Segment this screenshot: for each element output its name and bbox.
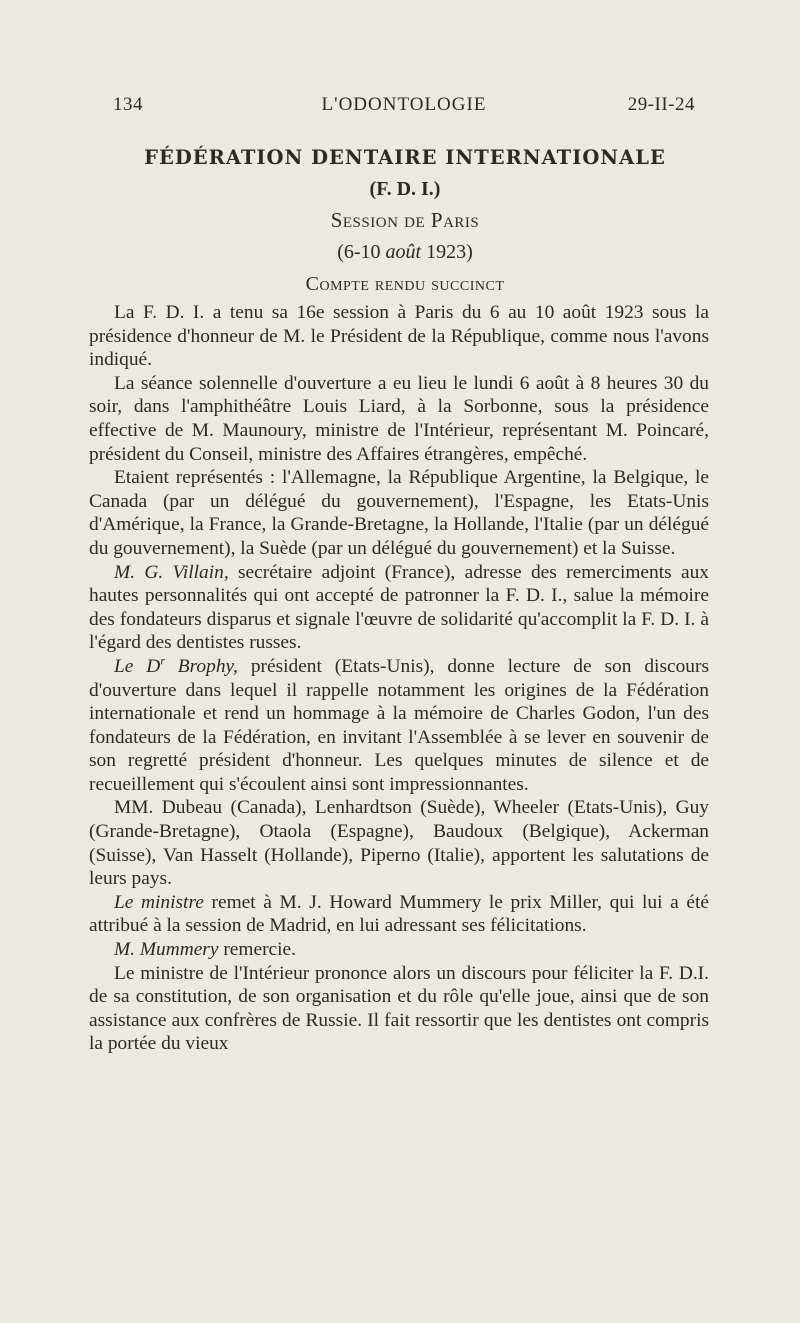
article-title: FÉDÉRATION DENTAIRE INTERNATIONALE [144,146,666,169]
article-titles [105,142,705,300]
paragraph-9: Le ministre de l'Intérieur prononce alors un discours pour féliciter la F. D.I. de sa constitution, de son organisation et du rôle qu'elle joue, ainsi que de son assistance aux confrères de Russie. Il fait ressortir que les dentistes ont compris la portée du vieux [89,962,709,1055]
paragraph-1: La F. D. I. a tenu sa 16e session à Paris du 6 au 10 août 1923 sous la présidence d'honneur de M. le Président de la République, comme nous l'avons indiqué. [89,302,709,371]
speaker-brophy-sup: r [160,654,165,668]
paragraph-3: Etaient représentés : l'Allemagne, la République Argentine, la Belgique, le Canada (par un délégué du gouvernement), l'Espagne, les Etats-Unis d'Amérique, la France, la Grande-Bretagne, la Hollande, l'Italie (par un délégué du gouvernement), la Suède (par un délégué du gouvernement) et la Suisse. [89,467,709,559]
session-dates-open: (6-10 [337,241,386,263]
issue-date: 29-II-24 [627,94,695,115]
article-body [89,301,709,1056]
journal-title: L'ODONTOLOGIE [321,94,487,115]
paragraph-2: La séance solennelle d'ouverture a eu lieu le lundi 6 août à 8 heures 30 du soir, dans l'amphithéâtre Louis Liard, à la Sorbonne, sous la présidence effective de M. Maunoury, ministre de l'Intérieur, représentant M. Poincaré, président du Conseil, ministre des Affaires étrangères, empêché. [89,372,709,465]
session-title: Session de Paris [330,208,480,232]
paragraph-5-text: président (Etats-Unis), donne lecture de son discours d'ouverture dans lequel il rappelle notamment les origines de la Fédération internationale et rend un hommage à la mémoire de Charles Godon, l'un des fondateurs de la Fédération, en invitant l'Assemblée à se lever en souvenir de son regretté président d'honneur. Les quelques minutes de silence et de recueillement qui s'écoulent ainsi sont impressionnantes. [89,655,709,795]
article-abbreviation: (F. D. I.) [369,178,441,200]
paragraph-4 [89,561,709,655]
page-number: 134 [113,94,143,115]
running-header [113,94,695,124]
session-dates-month: août [385,241,422,263]
speaker-villain: M. G. Villain, [114,561,229,583]
speaker-ministre: Le ministre [114,891,204,913]
paragraph-7 [89,891,709,938]
paragraph-8-text: remercie. [218,939,296,961]
paragraph-4-text: secrétaire adjoint (France), adresse des remerciments aux hautes personnalités qui ont accepté de patronner la F. D. I., salue la mémoire des fondateurs disparus et signale l'œuvre de solidarité qu'accomplit la F. D. I. à l'égard des dentistes russes. [89,561,709,654]
session-dates-close: 1923) [421,241,473,263]
session-dates [105,236,705,268]
paragraph-6: MM. Dubeau (Canada), Lenhardtson (Suède), Wheeler (Etats-Unis), Guy (Grande-Bretagne), Otaola (Espagne), Baudoux (Belgique), Ackerman (Suisse), Van Hasselt (Hollande), Piperno (Italie), apportent les salutations de leurs pays. [89,797,709,890]
paragraph-7-text: remet à M. J. Howard Mummery le prix Miller, qui lui a été attribué à la session de Madrid, en lui adressant ses félicitations. [89,891,709,937]
speaker-brophy-a: Le D [114,655,161,677]
speaker-mummery: M. Mummery [114,939,219,961]
report-subtitle: Compte rendu succinct [305,273,505,295]
speaker-brophy-b: Brophy, [164,655,238,677]
paragraph-5 [89,655,709,797]
speaker-brophy [114,656,238,677]
paragraph-8 [89,938,709,962]
